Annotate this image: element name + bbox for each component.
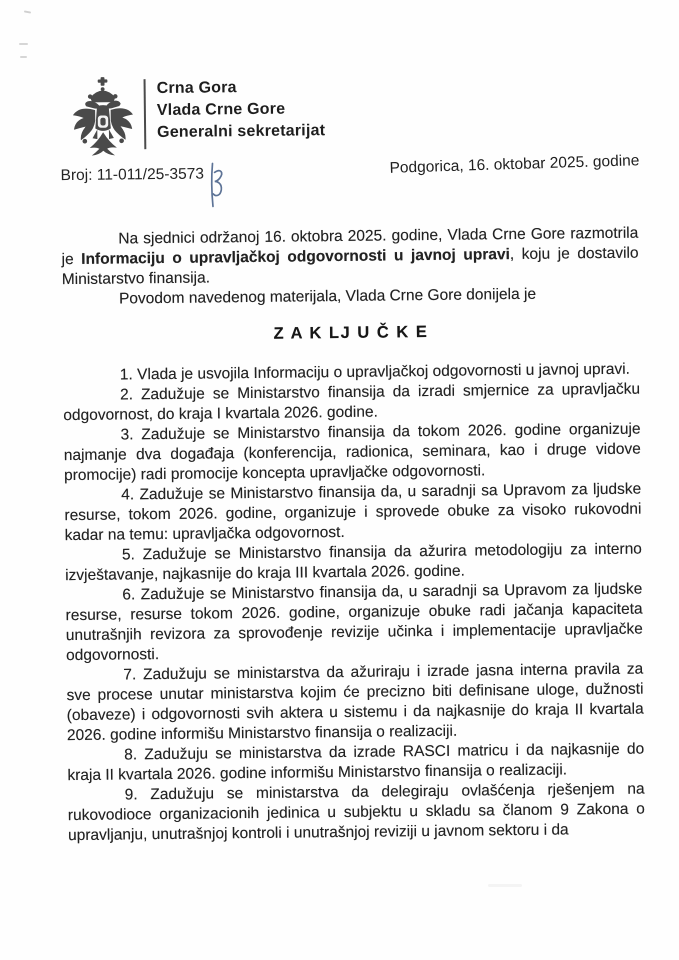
intro-paragraph — [61, 224, 639, 291]
reference-number — [60, 159, 227, 213]
reference-row — [60, 152, 640, 214]
lead-in-paragraph: Povodom navedenog materijala, Vlada Crne Gore donijela je — [118, 285, 537, 308]
scan-artifact — [20, 56, 27, 58]
org-line-country: Crna Gora — [156, 79, 237, 98]
letterhead — [72, 74, 326, 165]
montenegro-coat-of-arms-icon — [72, 76, 135, 165]
conclusion-item-5: 5. Zadužuje se Ministarstvo finansija da ažurira metodologiju za interno izvještavanje, najkasnije do kraja III kvartala 2026. godine. — [65, 540, 642, 585]
handwritten-number-mark — [207, 161, 228, 211]
scan-artifact — [19, 43, 28, 45]
place-date-line: Podgorica, 16. oktobar 2025. godine — [389, 152, 640, 177]
conclusion-item-8: 8. Zadužuju se ministarstva da izrade RASCI matricu i da najkasnije do kraja II kvartala 2026. godine informišu Ministarstvo finansija o realizaciji. — [67, 740, 645, 785]
org-line-government: Vlada Crne Gore — [156, 100, 286, 120]
intro-text-after: , koju je dostavilo Ministarstvo finansija. — [61, 244, 639, 289]
conclusion-item-1: 1. Vlada je usvojila Informaciju o upravljačkoj odgovornosti u javnoj upravi. — [119, 360, 631, 384]
org-line-secretariat: Generalni sekretarijat — [157, 122, 326, 142]
org-name-block — [156, 74, 325, 144]
conclusion-item-4: 4. Zadužuje se Ministarstvo finansija da, u saradnji sa Upravom za ljudske resurse, tokom 2026. godine, organizuje i sprovede obuke za visoko rukovodni kadar na temu: upravljačka odgovornost. — [64, 480, 642, 545]
intro-text-before: Na sjednici održanoj 16. oktobra 2025. godine, Vlada Crne Gore razmotrila je — [61, 224, 639, 269]
intro-document-title: Informaciju o upravljačkoj odgovornosti u javnoj upravi — [81, 246, 510, 268]
letterhead-divider — [144, 79, 147, 149]
conclusion-item-6: 6. Zadužuje se Ministarstvo finansija da, u saradnji sa Upravom za ljudske resurse, resurse tokom 2026. godine, organizuje obuke radi jačanja kapaciteta unutrašnjih revizora za sprovođenje revizije učinka i implementacije upravljačke odgovornosti. — [65, 580, 643, 665]
conclusion-item-9: 9. Zadužuju se ministarstva da delegiraju ovlašćenja rješenjem na rukovodioce organizacionih jedinica u subjektu u skladu sa članom 9 Zakona o upravljanju, unutrašnjoj kontroli i unutrašnjoj reviziji u javnom sektoru i da — [67, 780, 645, 845]
conclusion-item-3: 3. Zadužuje se Ministarstvo finansija da tokom 2026. godine organizuje najmanje dva događaja (konferencija, radionica, seminara, kao i druge vidove promocije) radi promocije koncepta upravljačke odgovornosti. — [63, 420, 641, 485]
conclusion-item-7: 7. Zadužuju se ministarstva da ažuriraju i izrade jasna interna pravila za sve procese unutar ministarstva kojim će precizno biti definisane uloge, dužnosti (obaveze) i odgovornosti svih aktera u sistemu i da najkasnije do kraja II kvartala 2026. godine informišu Ministarstvo finansija o realizaciji. — [66, 660, 644, 745]
scan-artifact — [488, 884, 522, 887]
conclusions-heading: Z A K LJ U Č K E — [273, 322, 429, 343]
conclusion-item-2: 2. Zadužuje se Ministarstvo finansija da izradi smjernice za upravljačku odgovornost, do kraja I kvartala 2026. godine. — [63, 380, 641, 425]
reference-number-label: Broj: 11-011/25-3573 — [60, 165, 205, 185]
document-body — [61, 224, 645, 847]
